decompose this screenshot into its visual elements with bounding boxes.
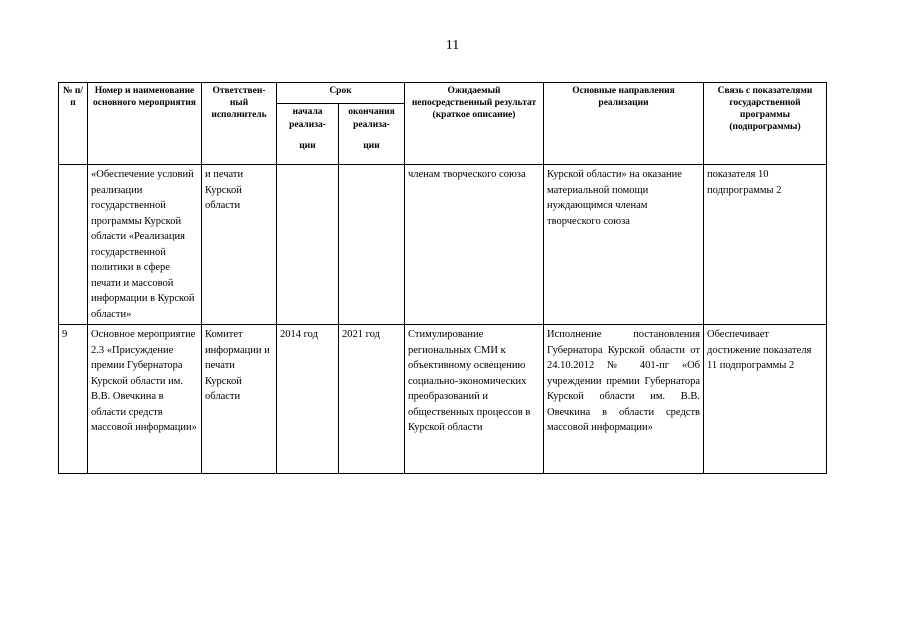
cell-executor: и печати Курской области (202, 165, 277, 325)
header-start-line3: ции (299, 141, 316, 151)
cell-num: 9 (59, 325, 88, 474)
cell-end (339, 165, 405, 325)
header-start-line2: реализа- (289, 120, 326, 130)
header-executor (202, 83, 277, 165)
cell-result: Стимулирование региональных СМИ к объективному освещению социально-экономических преобразований и общественных процессов в Курской области (405, 325, 544, 474)
cell-directions: Курской области» на оказание материальной помощи нуждающимся членам творческого союза (544, 165, 704, 325)
main-activities-table (58, 82, 827, 474)
table-row (59, 325, 827, 474)
cell-executor: Комитет информации и печати Курской области (202, 325, 277, 474)
page-number: 11 (445, 38, 460, 53)
header-start (277, 104, 339, 165)
header-end-line3: ции (363, 141, 380, 151)
header-name: Номер и наименование основного мероприятия (88, 83, 202, 165)
cell-directions: Исполнение постановления Губернатора Курской области от 24.10.2012 № 401-пг «Об учреждении премии Губернатора Курской области им. В.В. Овечкина в области средств массовой информации» (544, 325, 704, 474)
header-row (59, 83, 827, 104)
header-num: № п/п (59, 83, 88, 165)
cell-start (277, 165, 339, 325)
cell-link: показателя 10 подпрограммы 2 (704, 165, 827, 325)
header-result: Ожидаемый непосредственный результат (краткое описание) (405, 83, 544, 165)
cell-num (59, 165, 88, 325)
cell-name: Основное мероприятие 2.3 «Присуждение премии Губернатора Курской области им. В.В. Овечкина в области средств массовой информации» (88, 325, 202, 474)
cell-start: 2014 год (277, 325, 339, 474)
header-end-line2: реализа- (353, 120, 390, 130)
header-executor-line3: исполнитель (211, 110, 267, 120)
header-end-line1: окончания (348, 107, 395, 117)
cell-link: Обеспечивает достижение показателя 11 подпрограммы 2 (704, 325, 827, 474)
header-link: Связь с показателями государственной программы (подпрограммы) (704, 83, 827, 165)
header-executor-line1: Ответствен- (212, 86, 266, 96)
header-end (339, 104, 405, 165)
header-executor-line2: ный (229, 98, 249, 108)
cell-end: 2021 год (339, 325, 405, 474)
cell-name: «Обеспечение условий реализации государственной программы Курской области «Реализация государственной политики в сфере печати и массовой информации в Курской области» (88, 165, 202, 325)
header-term: Срок (277, 83, 405, 104)
header-directions: Основные направления реализации (544, 83, 704, 165)
header-start-line1: начала (292, 107, 323, 117)
table-row (59, 165, 827, 325)
cell-result: членам творческого союза (405, 165, 544, 325)
